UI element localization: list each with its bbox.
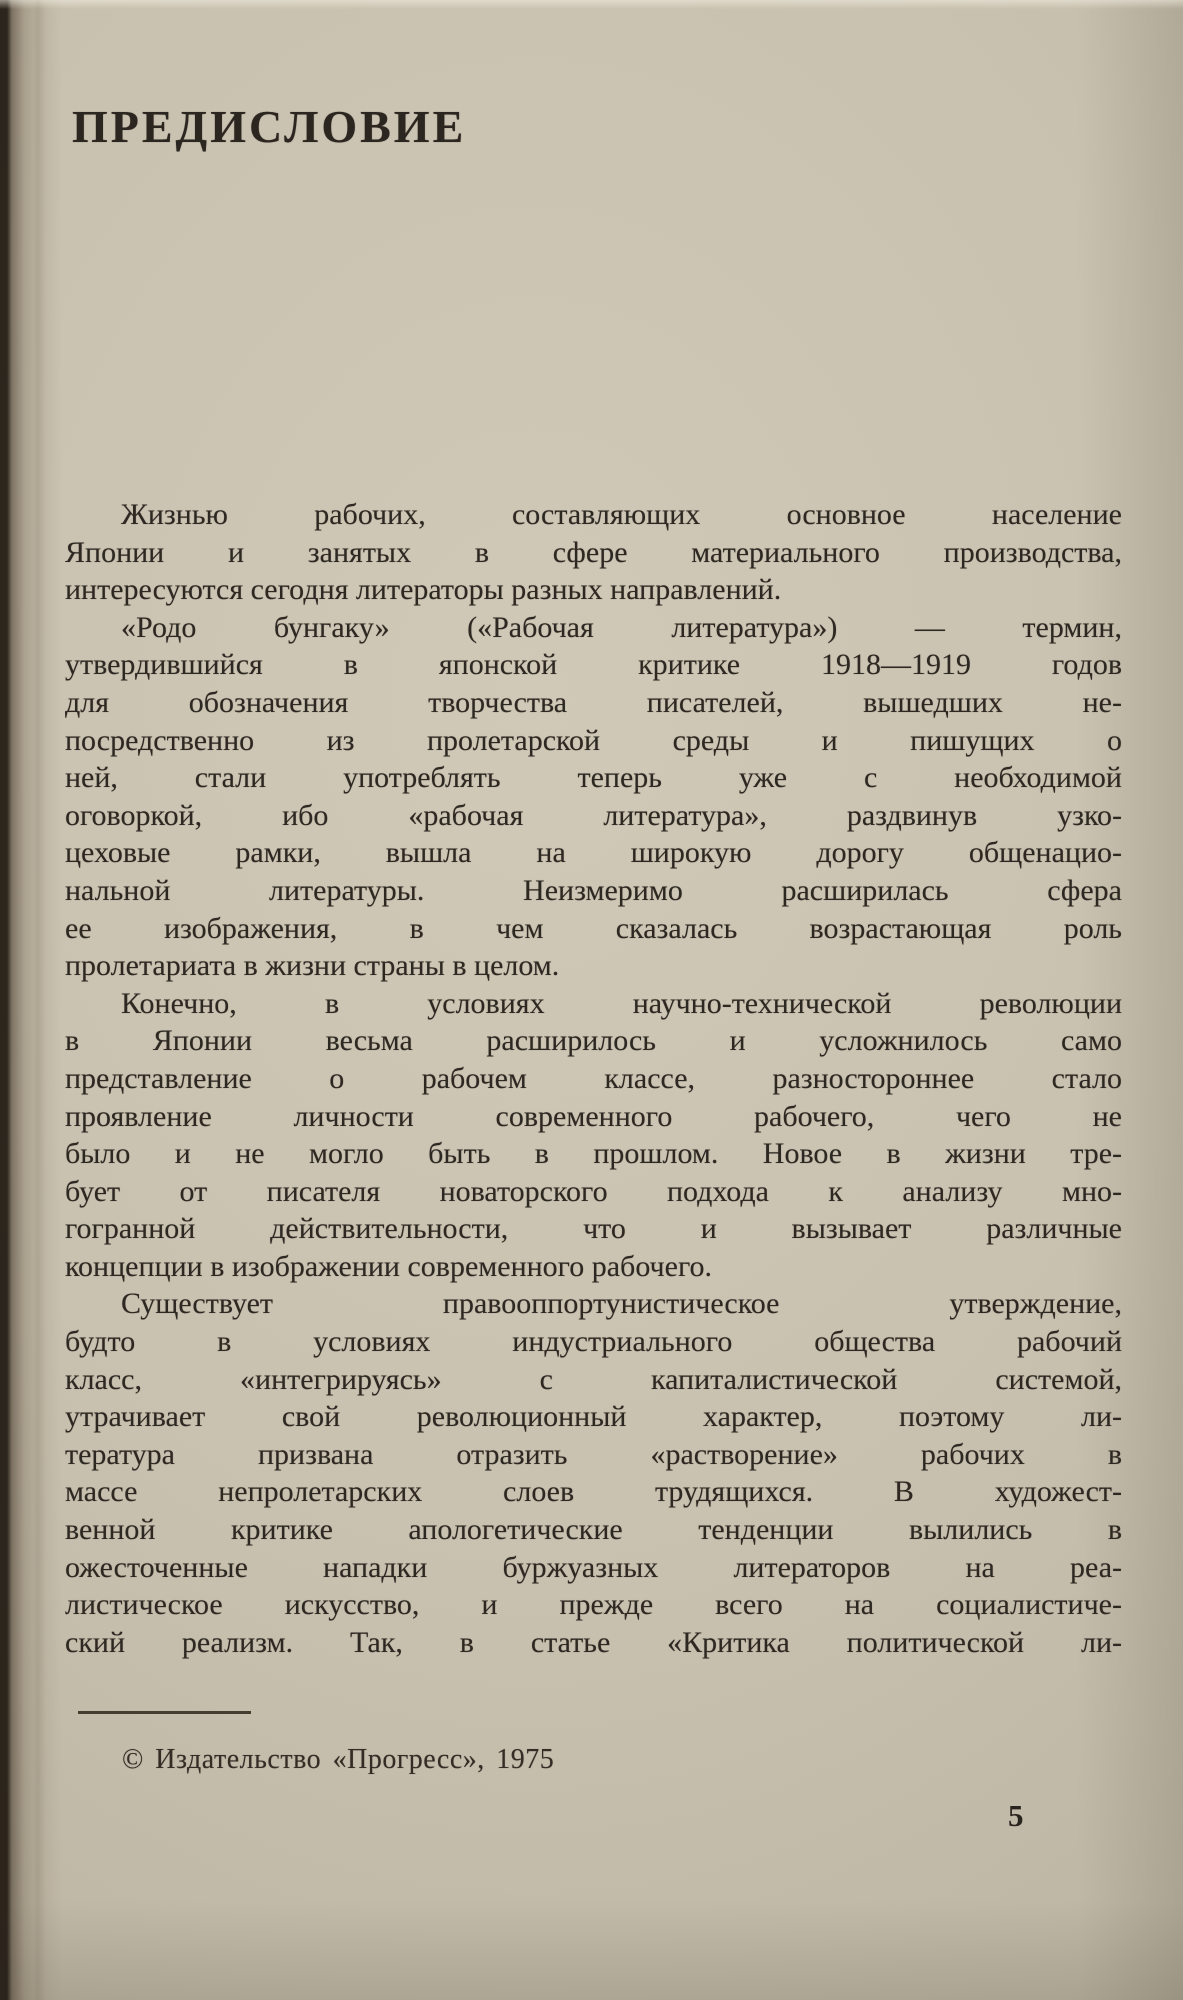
paragraph: [65, 1285, 1122, 1661]
text-line: Существует правооппортунистическое утверждение,: [121, 1287, 1122, 1321]
text-line: пролетариата в жизни страны в целом.: [65, 949, 560, 983]
page-number: 5: [1008, 1798, 1024, 1833]
text-line: будто в условиях индустриального общества рабочий: [65, 1325, 1122, 1359]
text-line: было и не могло быть в прошлом. Новое в жизни тре-: [65, 1137, 1122, 1171]
footnote-divider: [78, 1711, 251, 1714]
copyright-line: © Издательство «Прогресс», 1975: [122, 1744, 555, 1775]
paragraph: [65, 609, 1122, 985]
text-line: утвердившийся в японской критике 1918—1919 годов: [65, 648, 1122, 682]
text-line: проявление личности современного рабочего, чего не: [65, 1099, 1122, 1133]
text-line: тература призвана отразить «растворение» рабочих в: [65, 1437, 1122, 1471]
text-line: ожесточенные нападки буржуазных литераторов на реа-: [65, 1550, 1122, 1584]
body-text: [65, 496, 1122, 1661]
text-line: бует от писателя новаторского подхода к анализу мно-: [65, 1174, 1122, 1208]
text-line: венной критике апологетические тенденции вылились в: [65, 1513, 1122, 1547]
text-line: гогранной действительности, что и вызывает различные: [65, 1212, 1122, 1246]
text-line: посредственно из пролетарской среды и пишущих о: [65, 723, 1122, 757]
paragraph: [65, 496, 1122, 609]
text-line: представление о рабочем классе, разностороннее стало: [65, 1061, 1122, 1095]
text-line: Жизнью рабочих, составляющих основное население: [121, 498, 1122, 531]
text-line: для обозначения творчества писателей, вышедших не-: [65, 685, 1122, 719]
text-line: оговоркой, ибо «рабочая литература», раздвинув узко-: [65, 798, 1122, 832]
text-line: ее изображения, в чем сказалась возрастающая роль: [65, 911, 1122, 945]
text-line: класс, «интегрируясь» с капиталистической системой,: [65, 1362, 1122, 1396]
text-line: «Родо бунгаку» («Рабочая литература») — термин,: [121, 610, 1122, 644]
text-line: ней, стали употреблять теперь уже с необходимой: [65, 761, 1122, 795]
text-line: нальной литературы. Неизмеримо расширилась сфера: [65, 873, 1122, 907]
paragraph: [65, 985, 1122, 1286]
text-line: интересуются сегодня литераторы разных направлений.: [65, 573, 782, 607]
page-title: ПРЕДИСЛОВИЕ: [72, 101, 467, 152]
text-line: ский реализм. Так, в статье «Критика политической ли-: [65, 1625, 1122, 1659]
text-line: Конечно, в условиях научно-технической революции: [121, 986, 1122, 1020]
text-line: утрачивает свой революционный характер, поэтому ли-: [65, 1400, 1122, 1434]
text-line: концепции в изображении современного рабочего.: [65, 1249, 713, 1283]
text-line: листическое искусство, и прежде всего на социалистиче-: [65, 1588, 1122, 1622]
text-line: в Японии весьма расширилось и усложнилось само: [65, 1024, 1122, 1058]
text-line: цеховые рамки, вышла на широкую дорогу общенацио-: [65, 836, 1122, 870]
text-line: Японии и занятых в сфере материального производства,: [65, 535, 1122, 569]
text-line: массе непролетарских слоев трудящихся. В художест-: [65, 1475, 1122, 1509]
